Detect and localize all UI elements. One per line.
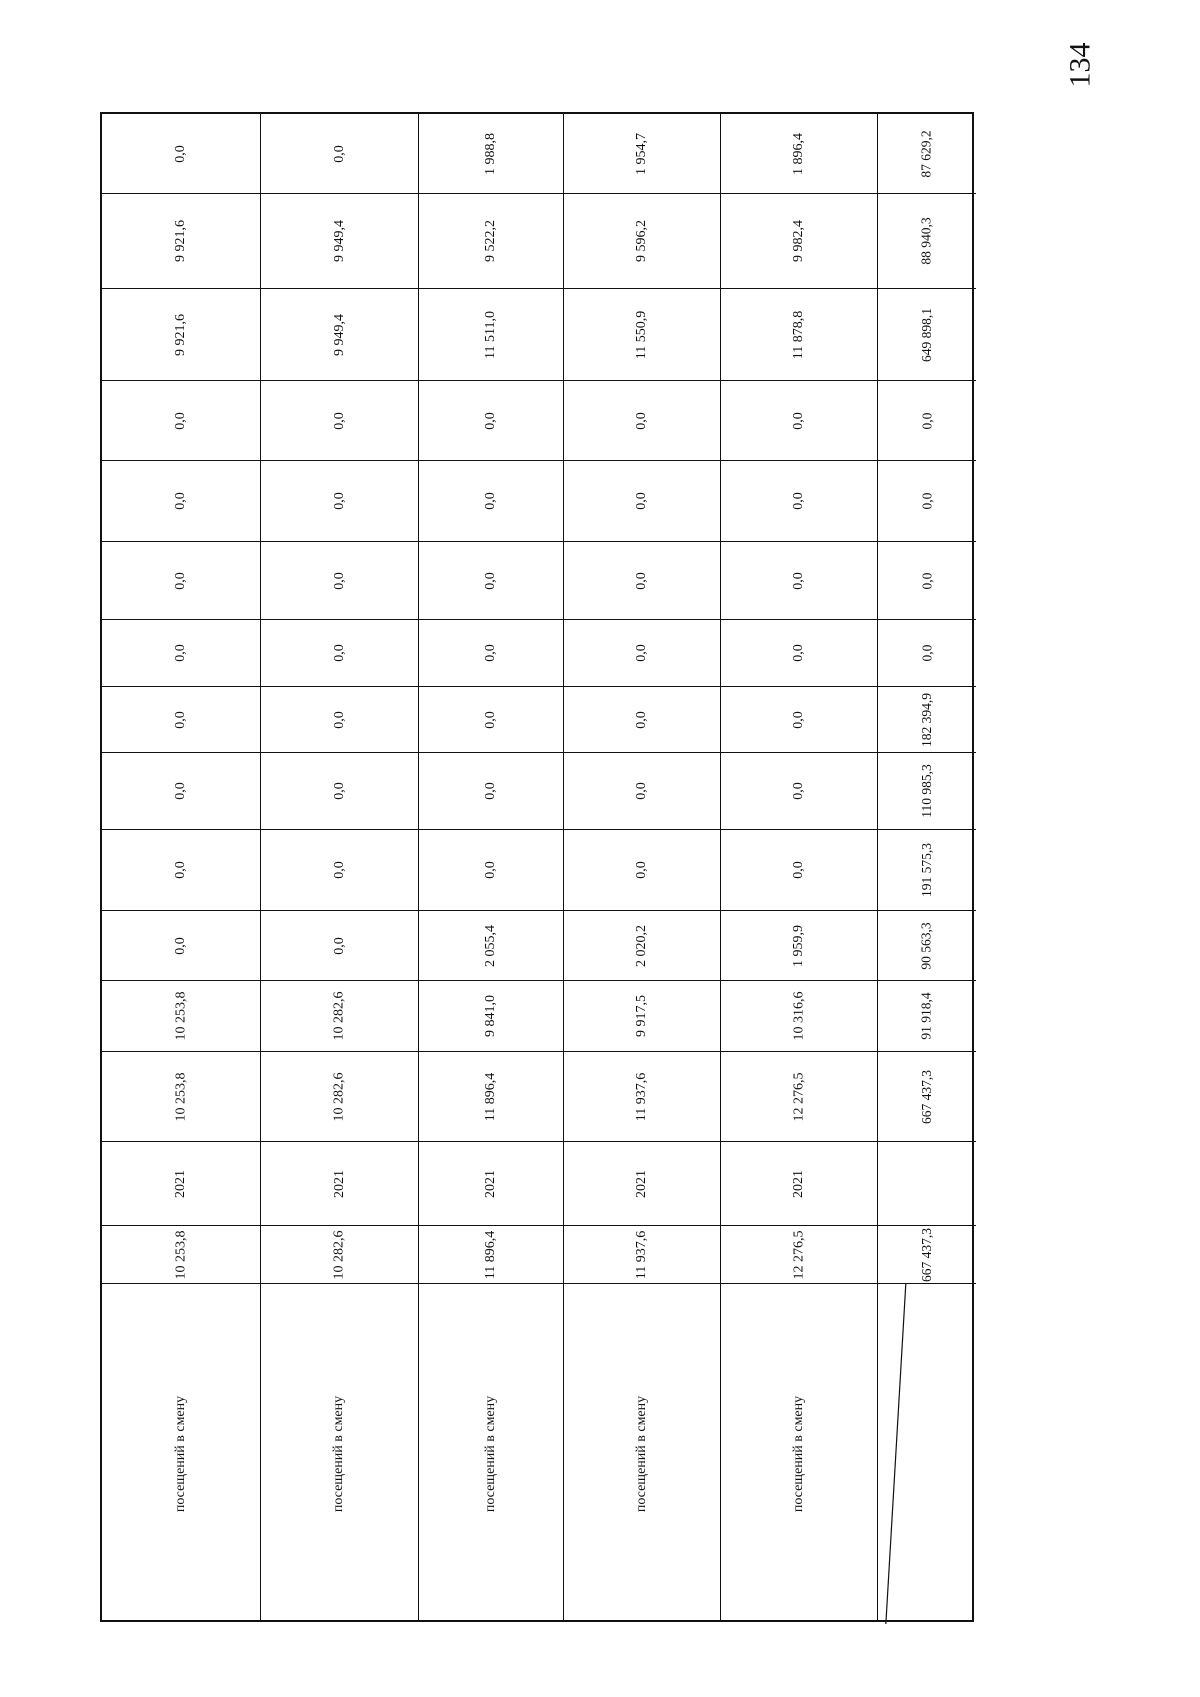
table-cell	[878, 461, 976, 542]
table-cell	[419, 194, 563, 289]
table-cell	[721, 461, 877, 542]
cell-value: 0,0	[173, 861, 188, 879]
cell-value: 91 918,4	[919, 992, 934, 1040]
table-cell	[261, 114, 418, 194]
cell-value: 0,0	[331, 144, 347, 163]
row-label: посещений в смену	[331, 1395, 347, 1513]
table-row	[419, 114, 564, 1620]
cell-value: 0,0	[331, 710, 347, 729]
table-cell	[261, 1142, 418, 1226]
row-label: посещений в смену	[634, 1395, 649, 1513]
cell-value: 10 253,8	[173, 1230, 188, 1279]
table-cell	[261, 542, 418, 620]
table-cell	[102, 687, 260, 753]
table-cell	[102, 981, 260, 1052]
cell-value: 10 282,6	[331, 1230, 347, 1279]
cell-value: 0,0	[173, 644, 188, 662]
row-label-cell	[102, 1284, 260, 1624]
table-row	[261, 114, 419, 1620]
cell-value: 2021	[634, 1169, 649, 1198]
table-cell	[721, 1226, 877, 1284]
cell-value: 11 511,0	[483, 310, 498, 359]
cell-value: 0,0	[483, 710, 498, 729]
table-cell	[721, 1052, 877, 1142]
cell-value: 0,0	[634, 571, 649, 590]
table-cell	[721, 753, 877, 830]
cell-value: 9 596,2	[634, 220, 649, 262]
cell-value: 0,0	[791, 571, 806, 590]
cell-value: 0,0	[791, 782, 806, 800]
cell-value: 0,0	[791, 411, 806, 430]
table-cell	[564, 830, 720, 911]
table-cell	[419, 381, 563, 461]
table-cell	[102, 461, 260, 542]
cell-value: 87 629,2	[919, 129, 934, 178]
cell-value: 0,0	[634, 782, 649, 800]
table-cell	[102, 1142, 260, 1226]
cell-value: 11 878,8	[790, 310, 806, 359]
table-cell	[564, 1142, 720, 1226]
cell-value: 0,0	[173, 144, 188, 163]
cell-value: 0,0	[331, 782, 347, 800]
row-label: посещений в смену	[791, 1395, 806, 1513]
table-cell	[261, 981, 418, 1052]
cell-value: 11 550,9	[633, 310, 649, 359]
table-cell	[261, 1052, 418, 1142]
cell-value: 12 276,5	[791, 1230, 806, 1279]
cell-value: 11 937,6	[633, 1230, 649, 1279]
table-cell	[102, 542, 260, 620]
table-cell	[261, 1226, 418, 1284]
table-cell	[261, 911, 418, 981]
table-cell	[878, 289, 976, 381]
table-cell	[564, 1226, 720, 1284]
row-label-cell	[721, 1284, 877, 1624]
cell-value: 11 896,4	[482, 1230, 498, 1279]
table-cell	[261, 687, 418, 753]
table-cell	[721, 381, 877, 461]
cell-value: 2021	[791, 1169, 806, 1198]
row-label: посещений в смену	[173, 1395, 188, 1513]
cell-value: 1 988,8	[483, 132, 498, 175]
cell-value: 0,0	[483, 644, 498, 662]
table-cell	[878, 911, 976, 981]
table-cell	[102, 114, 260, 194]
table-cell	[419, 1142, 563, 1226]
table-cell	[564, 620, 720, 687]
cell-value: 0,0	[483, 861, 498, 879]
cell-value: 191 575,3	[919, 843, 934, 897]
table-cell	[419, 542, 563, 620]
cell-value: 0,0	[791, 710, 806, 729]
cell-value: 0,0	[173, 571, 188, 590]
table-cell	[564, 461, 720, 542]
table-cell	[721, 194, 877, 289]
cell-value: 1 959,9	[791, 924, 806, 967]
cell-value: 10 282,6	[331, 1072, 347, 1121]
cell-value: 9 982,4	[791, 220, 806, 262]
table-cell	[721, 830, 877, 911]
cell-value: 9 841,0	[483, 995, 498, 1037]
table-cell	[564, 381, 720, 461]
cell-value: 2 020,2	[634, 924, 649, 967]
cell-value: 10 316,6	[791, 991, 806, 1041]
table-cell	[878, 830, 976, 911]
table-cell	[261, 753, 418, 830]
table-cell	[721, 542, 877, 620]
table-cell	[102, 911, 260, 981]
table-cell	[419, 753, 563, 830]
cell-value: 9 949,4	[331, 220, 347, 262]
table-cell	[102, 753, 260, 830]
table-cell	[878, 1226, 976, 1284]
totals-column	[878, 114, 976, 1620]
cell-value: 667 437,3	[919, 1069, 934, 1124]
cell-value: 0,0	[483, 782, 498, 800]
table-cell	[419, 114, 563, 194]
table-cell	[564, 1052, 720, 1142]
cell-value: 0,0	[634, 644, 649, 662]
table-row	[102, 114, 261, 1620]
table-cell	[261, 461, 418, 542]
table-cell	[564, 194, 720, 289]
table-cell	[878, 542, 976, 620]
table-cell	[721, 114, 877, 194]
table-cell	[261, 620, 418, 687]
table-row	[564, 114, 721, 1620]
table-cell	[878, 620, 976, 687]
cell-value: 0,0	[173, 411, 188, 430]
table-cell	[419, 981, 563, 1052]
cell-value: 0,0	[331, 644, 347, 662]
row-label-cell	[419, 1284, 563, 1624]
cell-value: 110 985,3	[919, 764, 934, 818]
cell-value: 10 253,8	[173, 1072, 188, 1121]
table-cell	[261, 381, 418, 461]
table-cell	[102, 289, 260, 381]
cell-value: 0,0	[919, 644, 934, 662]
table-cell	[878, 194, 976, 289]
cell-value: 12 276,5	[791, 1072, 806, 1121]
cell-value: 0,0	[483, 492, 498, 510]
page-number-text: 134	[1063, 42, 1096, 88]
cell-value: 90 563,3	[919, 921, 934, 970]
table-cell	[102, 194, 260, 289]
table-cell	[102, 1052, 260, 1142]
cell-value: 0,0	[173, 782, 188, 800]
table-cell	[102, 830, 260, 911]
cell-value: 0,0	[173, 936, 188, 955]
cell-value: 0,0	[173, 710, 188, 729]
table-cell	[564, 687, 720, 753]
cell-value: 0,0	[331, 861, 347, 879]
table-cell	[419, 911, 563, 981]
cell-value: 9 921,6	[173, 220, 188, 262]
table-cell	[419, 461, 563, 542]
cell-value: 649 898,1	[919, 307, 934, 362]
cell-value: 667 437,3	[919, 1227, 934, 1282]
cell-value: 9 522,2	[483, 220, 498, 262]
table-cell	[261, 289, 418, 381]
cell-value: 0,0	[331, 571, 347, 590]
cell-value: 0,0	[919, 492, 934, 510]
cell-value: 9 921,6	[173, 313, 188, 356]
row-label-cell	[261, 1284, 418, 1624]
cell-value: 0,0	[791, 861, 806, 879]
cell-value: 0,0	[331, 411, 347, 430]
row-label-cell	[564, 1284, 720, 1624]
cell-value: 0,0	[331, 936, 347, 955]
table-cell	[102, 620, 260, 687]
cell-value: 11 937,6	[633, 1072, 649, 1121]
cell-value: 0,0	[483, 571, 498, 590]
cell-value: 0,0	[791, 492, 806, 510]
row-label: посещений в смену	[483, 1395, 498, 1513]
table-cell	[878, 381, 976, 461]
table-cell	[721, 289, 877, 381]
table-cell	[419, 687, 563, 753]
cell-value: 0,0	[483, 411, 498, 430]
cell-value: 9 917,5	[634, 995, 649, 1037]
cell-value: 0,0	[634, 861, 649, 879]
table-cell	[721, 620, 877, 687]
cell-value: 11 896,4	[482, 1072, 498, 1121]
table-cell	[878, 753, 976, 830]
table-cell	[102, 1226, 260, 1284]
table-cell	[721, 1142, 877, 1226]
cell-value: 1 954,7	[634, 132, 649, 175]
table-cell	[419, 1226, 563, 1284]
cell-value: 0,0	[634, 411, 649, 430]
table-cell	[564, 114, 720, 194]
table-cell	[564, 753, 720, 830]
table-cell	[878, 687, 976, 753]
cell-value: 2021	[483, 1169, 498, 1198]
cell-value: 0,0	[791, 644, 806, 662]
cell-value: 0,0	[634, 710, 649, 729]
table-cell	[564, 542, 720, 620]
cell-value: 0,0	[173, 492, 188, 510]
cell-value: 0,0	[331, 492, 347, 510]
table-row	[721, 114, 878, 1620]
table-cell	[419, 1052, 563, 1142]
table-cell	[564, 981, 720, 1052]
cell-value: 0,0	[919, 572, 934, 589]
diagonal-strike-line	[878, 1284, 976, 1624]
table-cell	[261, 830, 418, 911]
cell-value: 1 896,4	[791, 132, 806, 175]
table-cell	[564, 289, 720, 381]
table-cell	[878, 114, 976, 194]
cell-value: 0,0	[634, 492, 649, 510]
row-label-cell	[878, 1284, 976, 1624]
table-cell	[102, 381, 260, 461]
table-cell	[878, 1142, 976, 1226]
data-table	[100, 112, 974, 1622]
cell-value: 9 949,4	[331, 313, 347, 356]
cell-value: 10 282,6	[331, 991, 347, 1041]
cell-value: 0,0	[919, 412, 934, 429]
cell-value: 182 394,9	[919, 692, 934, 747]
table-cell	[878, 1052, 976, 1142]
table-cell	[721, 911, 877, 981]
table-cell	[419, 620, 563, 687]
page-number	[1060, 40, 1100, 90]
cell-value: 2021	[331, 1169, 347, 1198]
table-cell	[721, 687, 877, 753]
table-cell	[419, 830, 563, 911]
table-cell	[419, 289, 563, 381]
table-cell	[878, 981, 976, 1052]
cell-value: 10 253,8	[173, 991, 188, 1041]
cell-value: 2 055,4	[483, 924, 498, 967]
cell-value: 2021	[173, 1169, 188, 1198]
cell-value: 88 940,3	[919, 217, 934, 265]
table-cell	[261, 194, 418, 289]
table-cell	[564, 911, 720, 981]
table-cell	[721, 981, 877, 1052]
